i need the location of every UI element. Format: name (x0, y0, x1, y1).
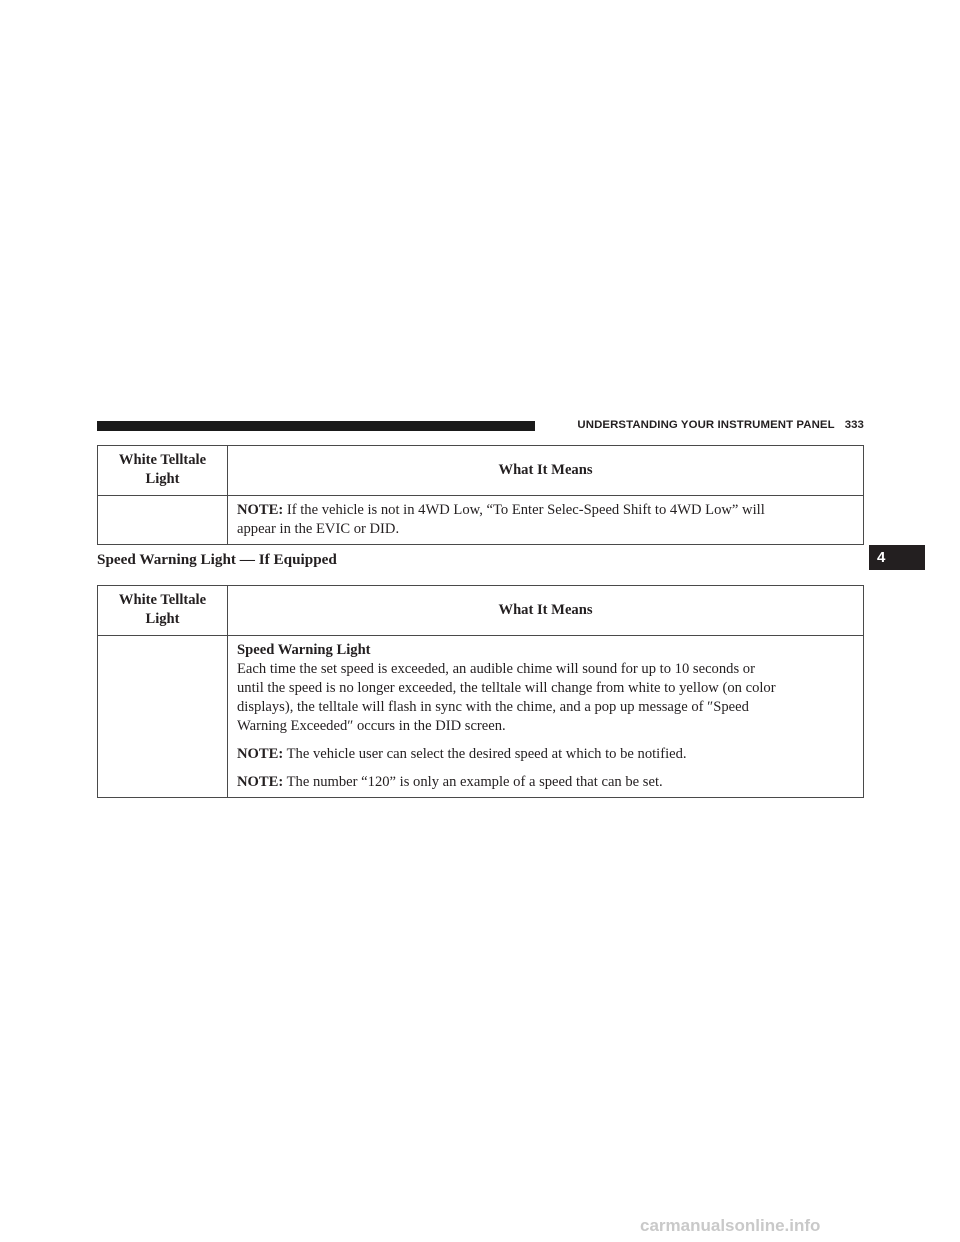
chapter-tab: 4 (869, 545, 925, 570)
header-telltale-line2: Light (145, 471, 180, 487)
header-title: UNDERSTANDING YOUR INSTRUMENT PANEL (577, 419, 835, 431)
note-text-line1: If the vehicle is not in 4WD Low, “To Enter Selec-Speed Shift to 4WD Low” will (283, 502, 765, 518)
telltale-icon-cell (98, 496, 228, 545)
table-row (98, 496, 864, 545)
header-telltale-line2: Light (145, 611, 180, 627)
note1-label: NOTE: (237, 746, 284, 762)
meaning-cell (228, 636, 864, 798)
watermark: carmanualsonline.info (640, 1216, 821, 1235)
meaning-cell (228, 496, 864, 545)
header-cell-meaning: What It Means (228, 446, 864, 496)
header-rule (97, 421, 535, 431)
para-line1: Each time the set speed is exceeded, an audible chime will sound for up to 10 seconds or (237, 661, 755, 677)
telltale-table-speed-warning (97, 585, 864, 798)
note-paragraph (237, 501, 855, 539)
note-label: NOTE: (237, 502, 284, 518)
note-paragraph-1 (237, 745, 855, 764)
para-line3: displays), the telltale will flash in sync with the chime, and a pop up message of ″Speed (237, 699, 749, 715)
header-telltale-line1: White Telltale (118, 452, 207, 468)
telltale-table-4wd (97, 445, 864, 545)
table-header-row (98, 586, 864, 636)
para-line2: until the speed is no longer exceeded, the telltale will change from white to yellow (on color (237, 680, 776, 696)
header-telltale-line1: White Telltale (118, 592, 207, 608)
header-cell-meaning: What It Means (228, 586, 864, 636)
section-heading: Speed Warning Light — If Equipped (97, 551, 337, 568)
note1-text: The vehicle user can select the desired speed at which to be notified. (283, 746, 687, 762)
note2-text: The number “120” is only an example of a speed that can be set. (283, 774, 663, 790)
note2-label: NOTE: (237, 774, 284, 790)
note-text-line2: appear in the EVIC or DID. (237, 521, 400, 537)
table-header-row (98, 446, 864, 496)
header-cell-telltale (98, 586, 228, 636)
row-title: Speed Warning Light (237, 642, 371, 658)
table-row (98, 636, 864, 798)
page-number: 333 (844, 419, 864, 431)
telltale-icon-cell (98, 636, 228, 798)
speed-warning-description (237, 641, 855, 736)
header-cell-telltale (98, 446, 228, 496)
para-line4: Warning Exceeded″ occurs in the DID screen. (237, 718, 506, 734)
running-header (550, 419, 864, 431)
note-paragraph-2 (237, 773, 855, 792)
